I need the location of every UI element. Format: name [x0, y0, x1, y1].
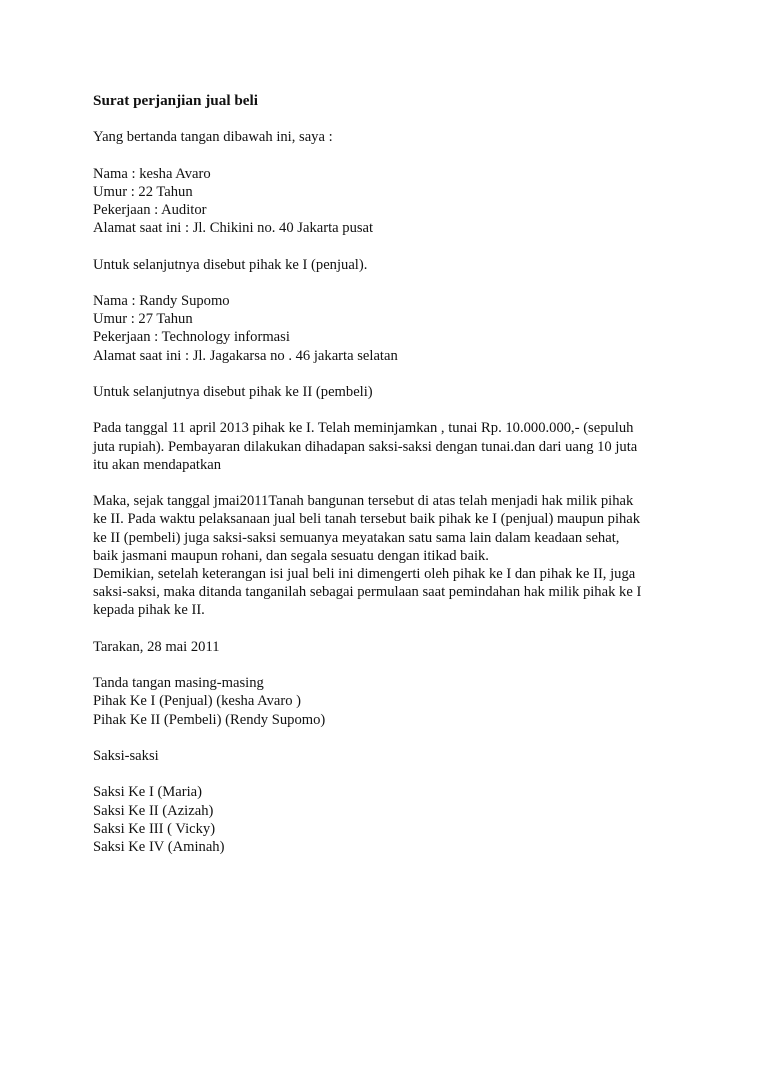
witness-item: Saksi Ke III ( Vicky): [93, 820, 216, 837]
party1-name: Nama : kesha Avaro: [93, 165, 211, 182]
witnesses-list: [93, 783, 683, 856]
transfer-line: Maka, sejak tanggal jmai2011Tanah bangunan tersebut di atas telah menjadi hak milik pihak: [93, 493, 634, 510]
witness-item: Saksi Ke I (Maria): [93, 784, 203, 801]
party2-role: Untuk selanjutnya disebut pihak ke II (pembeli): [93, 383, 373, 400]
payment-line: juta rupiah). Pembayaran dilakukan dihadapan saksi-saksi dengan tunai.dan dari uang 10 juta: [93, 438, 638, 455]
document-title: Surat perjanjian jual beli: [93, 92, 258, 109]
party2-details: [93, 292, 683, 365]
party2-address: Alamat saat ini : Jl. Jagakarsa no . 46 jakarta selatan: [93, 347, 398, 364]
party1-address: Alamat saat ini : Jl. Chikini no. 40 Jakarta pusat: [93, 220, 374, 237]
party1-details: [93, 165, 683, 238]
signature-party1: Pihak Ke I (Penjual) (kesha Avaro ): [93, 693, 302, 710]
place-date: Tarakan, 28 mai 2011: [93, 638, 220, 655]
signature-party2: Pihak Ke II (Pembeli) (Rendy Supomo): [93, 711, 326, 728]
intro-line: Yang bertanda tangan dibawah ini, saya :: [93, 129, 333, 146]
transfer-line: saksi-saksi, maka ditanda tanganilah sebagai permulaan saat pemindahan hak milik pihak ke I: [93, 584, 642, 601]
transfer-line: ke II. Pada waktu pelaksanaan jual beli tanah tersebut baik pihak ke I (penjual) maupun pihak: [93, 511, 641, 528]
signatures-heading: Tanda tangan masing-masing: [93, 675, 264, 692]
transfer-line: kepada pihak ke II.: [93, 602, 205, 619]
party2-occupation: Pekerjaan : Technology informasi: [93, 329, 290, 346]
witness-item: Saksi Ke IV (Aminah): [93, 838, 225, 855]
party1-occupation: Pekerjaan : Auditor: [93, 202, 207, 218]
document-body: [93, 92, 683, 856]
transfer-line: Demikian, setelah keterangan isi jual beli ini dimengerti oleh pihak ke I dan pihak ke II, juga: [93, 565, 636, 582]
transfer-paragraph: [93, 492, 683, 619]
payment-line: Pada tanggal 11 april 2013 pihak ke I. Telah meminjamkan , tunai Rp. 10.000.000,- (sepuluh: [93, 420, 634, 437]
party2-name: Nama : Randy Supomo: [93, 292, 230, 309]
party2-age: Umur : 27 Tahun: [93, 311, 193, 328]
transfer-line: ke II (pembeli) juga saksi-saksi semuanya meyatakan satu sama lain dalam keadaan sehat,: [93, 529, 620, 546]
party1-role: Untuk selanjutnya disebut pihak ke I (penjual).: [93, 256, 368, 273]
witnesses-heading: Saksi-saksi: [93, 747, 159, 764]
transfer-line: baik jasmani maupun rohani, dan segala sesuatu dengan itikad baik.: [93, 547, 489, 564]
witness-item: Saksi Ke II (Azizah): [93, 802, 214, 819]
payment-paragraph: [93, 419, 683, 474]
signatures-block: [93, 674, 683, 729]
payment-line: itu akan mendapatkan: [93, 456, 222, 473]
party1-age: Umur : 22 Tahun: [93, 183, 193, 200]
